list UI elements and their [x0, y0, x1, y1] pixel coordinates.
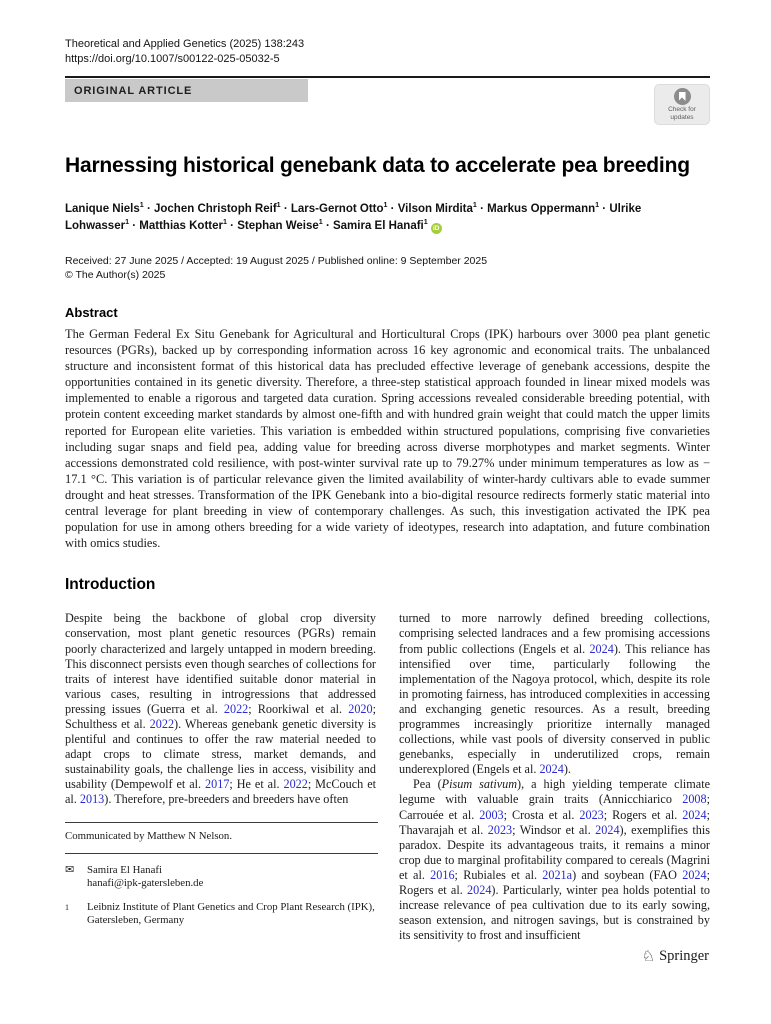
citation-link[interactable]: 2008	[682, 792, 707, 807]
text-segment: Despite being the backbone of global crop diversity conservation, most plant genetic resources (PGRs) remain poorly characterized and largely untapped in modern breeding. This disconnect persists even though searches of collections for traits of interest have identified suitable donor material in various cases, resulting in introgressions that addressed pressing issues (Guerra et al.	[65, 611, 376, 716]
citation-link[interactable]: 2017	[205, 777, 230, 792]
text-segment: ), a high yielding temperate climate legume with valuable grain traits (Annicchiarico	[399, 777, 710, 807]
corresponding-author-details	[87, 864, 378, 891]
text-segment: 1	[423, 218, 428, 227]
envelope-icon: ✉	[65, 863, 75, 876]
citation-link[interactable]: 2020	[348, 701, 373, 716]
springer-horse-icon: ♘	[641, 947, 656, 965]
citation-link[interactable]: 2024	[467, 883, 492, 897]
right-column	[399, 611, 710, 943]
citation-link[interactable]: 2021a	[542, 867, 573, 882]
springer-logo	[642, 948, 709, 965]
text-segment: ).	[563, 762, 571, 777]
corresponding-author-email[interactable]: hanafi@ipk-gatersleben.de	[87, 877, 204, 889]
citation-link[interactable]: 2022	[149, 716, 175, 731]
communicated-by-note: Communicated by Matthew N Nelson.	[65, 830, 233, 842]
text-segment: ·	[226, 220, 238, 232]
text-segment: ·	[280, 203, 291, 215]
text-segment: ·	[129, 220, 140, 232]
text-segment: ; Carrouée et al.	[399, 792, 710, 822]
text-segment: Pisum sativum	[441, 777, 518, 792]
journal-citation-line: Theoretical and Applied Genetics (2025) 138:243	[65, 38, 305, 50]
text-segment: 1	[222, 218, 227, 227]
citation-link[interactable]: 2024	[595, 822, 620, 837]
page-content	[65, 0, 710, 943]
orcid-icon[interactable]: iD	[431, 223, 442, 234]
article-type-banner-row	[65, 76, 710, 128]
check-for-updates-label-line1: Check for	[668, 106, 696, 113]
text-segment: ·	[476, 203, 488, 215]
text-segment: ). Whereas genebank genetic diversity is plentiful and continues to offer the raw material needed to adapt crops to climate stress, market demands, and sustainability goals, the challenge lies in access, visibility and usability (Dempewolf et al.	[65, 716, 376, 792]
text-segment: ). Therefore, pre-breeders and breeders have often	[104, 792, 349, 807]
footnote-divider-bottom	[65, 853, 378, 854]
text-segment: Pea (	[413, 777, 442, 792]
abstract-heading: Abstract	[65, 305, 118, 320]
received-accepted-line: Received: 27 June 2025 / Accepted: 19 August 2025 / Published online: 9 September 2025	[65, 255, 488, 267]
text-segment: ; Crosta et al.	[503, 807, 580, 822]
text-segment: 1	[318, 218, 323, 227]
introduction-heading: Introduction	[65, 576, 156, 594]
citation-link[interactable]: 2013	[79, 792, 105, 807]
text-segment: ·	[387, 203, 398, 215]
citation-link[interactable]: 2024	[539, 762, 564, 777]
citation-link[interactable]: 2023	[487, 822, 513, 837]
author-list	[65, 201, 693, 235]
text-segment: ·	[599, 203, 610, 215]
text-segment: 1	[125, 218, 130, 227]
citation-link[interactable]: 2024	[682, 867, 707, 882]
footnote-block	[65, 822, 378, 928]
corresponding-author-block	[65, 864, 378, 891]
text-segment: Matthias Kotter	[139, 220, 223, 232]
citation-link[interactable]: 2016	[430, 867, 455, 882]
text-segment: ; Rubiales et al.	[454, 867, 543, 882]
text-segment: ) and soybean (FAO	[572, 867, 683, 882]
citation-link[interactable]: 2022	[223, 701, 249, 716]
text-segment: 1	[595, 201, 600, 210]
text-segment: Samira El Hanafi	[332, 220, 424, 232]
journal-header	[65, 0, 710, 67]
citation-link[interactable]: 2003	[479, 807, 504, 822]
affiliation-text: Leibniz Institute of Plant Genetics and Crop Plant Research (IPK), Gatersleben, Germany	[87, 900, 375, 926]
text-segment: ; He et al.	[229, 777, 284, 792]
text-segment: ; Rogers et al.	[603, 807, 683, 822]
abstract-text: The German Federal Ex Situ Genebank for Agricultural and Horticultural Crops (IPK) harbours over 3000 pea plant genetic resources (PGRs), backed up by corresponding information across 16 key agronomic and economical traits. The unbalanced structure and inconsistent format of this historical data has precluded effective leverage of genebank accessions, despite the opportunities contained in its genetic diversity. Therefore, a three-step statistical approach founded in linear mixed models was implemented to enable a rigorous and targeted data curation. Spring accessions revealed considerable breeding potential, with protein content exceeding market standards by almost one-fifth and with hundred grain weight that could match the upper limits reported for European elite varieties. This variation is embedded within structured populations, comprising five convarieties including sugar snaps and field pea, adding value for breeding across diverse morphotypes and market segments. Winter accessions demonstrated cold resilience, with post-winter survival rate up to 79.27% under minimum temperatures as low as − 17.1 °C. This variation is of particular relevance given the limited availability of winter-hardy cultivars able to evade summer drought and heat stresses. Transformation of the IPK Genebank into a bio-digital resource redirects formerly static material into central leverage for plant breeding in view of contemporary challenges. As such, this investigation activated the IPK pea population for use in among others breeding for a wide variety of ideotypes, research into adaptation, and future combination with omics studies.	[65, 327, 710, 551]
text-segment: ; Rogers et al.	[399, 867, 710, 897]
affiliation-marker: 1	[65, 902, 69, 912]
citation-link[interactable]: 2023	[579, 807, 604, 822]
check-for-updates-label-line2: updates	[670, 113, 694, 121]
text-segment: Markus Oppermann	[487, 203, 596, 215]
text-segment: Ulrike Lohwasser	[65, 203, 642, 232]
bookmark-icon	[679, 92, 686, 101]
text-segment: ). Particularly, winter pea holds potential to increase relevance of pea cultivation due to its early sowing, season extension, and nitrogen savings, but is constrained by its sensitivity to frost and insufficient	[399, 883, 710, 943]
text-segment: ; Windsor et al.	[512, 822, 596, 837]
citation-link[interactable]: 2024	[589, 641, 614, 656]
check-for-updates-badge[interactable]	[654, 84, 710, 125]
text-segment: Stephan Weise	[237, 220, 319, 232]
text-segment: ), exemplifies this paradox. Despite its advantageous traits, it remains a minor crop due to marginal profitability compared to cereals (Magrini et al.	[399, 822, 710, 882]
bookmark-circle-icon	[674, 88, 691, 105]
text-segment: turned to more narrowly defined breeding collections, comprising selected landraces and a few promising accessions from public collections (Engels et al.	[399, 611, 710, 656]
copyright-line: © The Author(s) 2025	[65, 269, 166, 281]
intro-paragraph-right-2	[399, 777, 710, 943]
affiliation-block	[65, 901, 378, 928]
text-segment: ·	[322, 220, 333, 232]
corresponding-author-name: Samira El Hanafi	[87, 863, 162, 876]
text-segment: Lanique Niels	[65, 203, 140, 215]
text-segment: ·	[143, 203, 154, 215]
text-segment: ; McCouch et al.	[65, 777, 376, 807]
citation-link[interactable]: 2022	[283, 777, 308, 792]
article-type-label: ORIGINAL ARTICLE	[65, 79, 308, 102]
intro-paragraph-right-1	[399, 611, 710, 777]
intro-paragraph-left	[65, 611, 376, 807]
text-segment: 1	[276, 201, 281, 210]
text-segment: ; Roorkiwal et al.	[248, 701, 349, 716]
publication-dates	[65, 254, 710, 282]
text-segment: Lars-Gernot Otto	[290, 203, 384, 215]
text-segment: Jochen Christoph Reif	[153, 203, 277, 215]
publisher-name: Springer	[659, 948, 709, 964]
doi-link[interactable]: https://doi.org/10.1007/s00122-025-05032-5	[65, 53, 280, 65]
text-segment: 1	[472, 201, 477, 210]
text-segment: ; Thavarajah et al.	[399, 807, 710, 837]
text-segment: 1	[383, 201, 388, 210]
citation-link[interactable]: 2024	[682, 807, 707, 822]
footnote-divider-top	[65, 822, 378, 823]
text-segment: ). This reliance has intensified over time, particularly following the implementation of the Nagoya protocol, which, despite its role in promoting fairness, has introduced complexities in accessing and exchanging genetic resources. As a result, breeding programmes increasingly prioritize internally managed collections, while vast pools of diversity conserved in public genebanks, especially in underutilized crops, remain underexplored (Engels et al.	[399, 641, 710, 777]
text-segment: Vilson Mirdita	[397, 203, 473, 215]
text-segment: ; Schulthess et al.	[65, 701, 376, 731]
text-segment: 1	[139, 201, 144, 210]
article-title: Harnessing historical genebank data to accelerate pea breeding	[65, 154, 690, 177]
